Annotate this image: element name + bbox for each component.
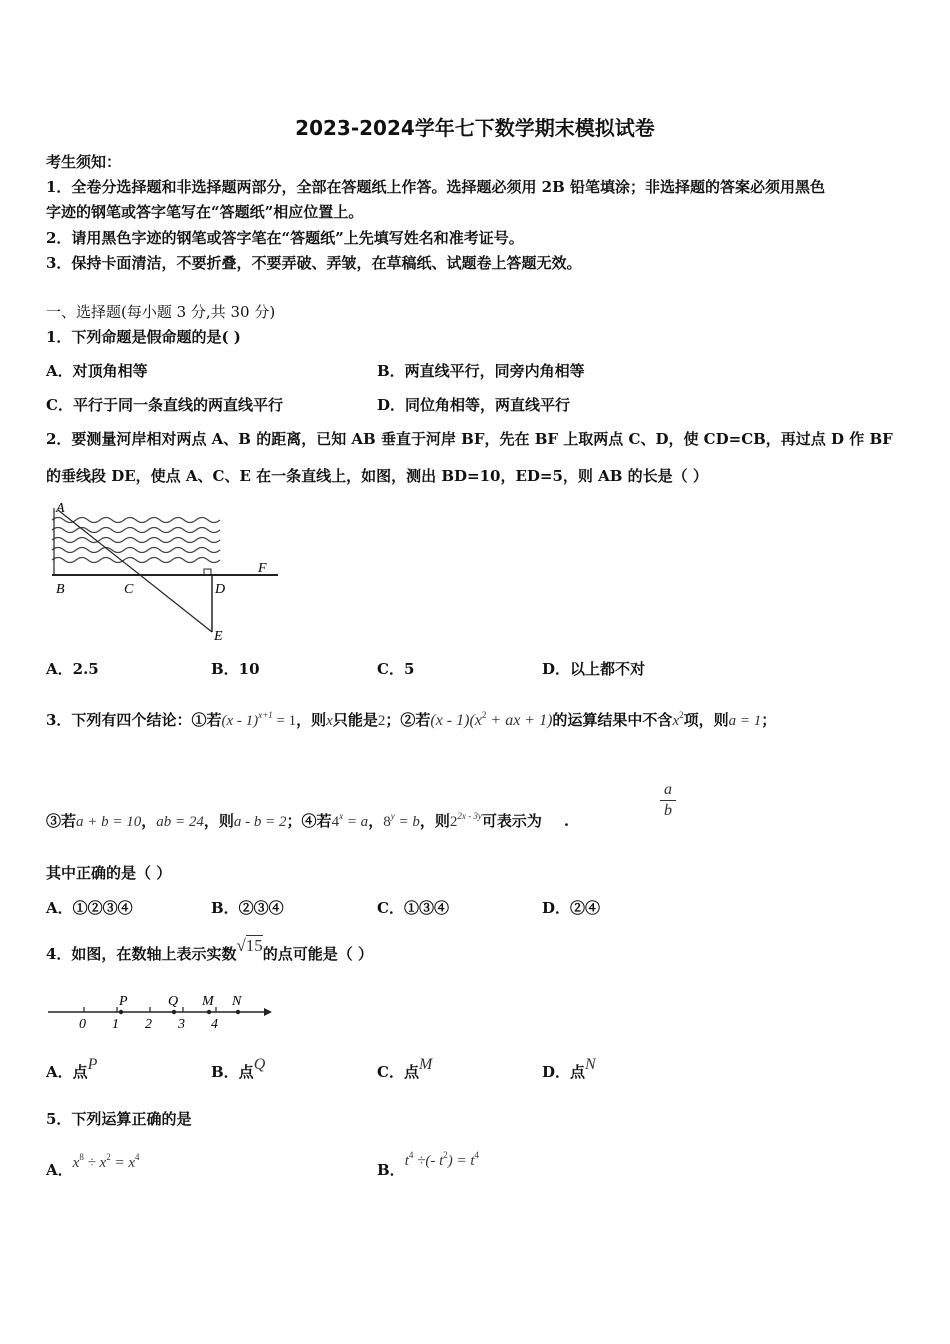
axis-arrow: [264, 1008, 272, 1016]
tick-label-4: 4: [211, 1017, 218, 1032]
q2-river-figure: [44, 498, 284, 648]
q5-option-b[interactable]: B．$t^4$ ÷(- $t^2) = t^4$: [377, 1150, 480, 1179]
q2-option-d[interactable]: D．以上都不对: [542, 660, 646, 678]
point-label-n: N: [232, 994, 242, 1009]
q5-stem: 5．下列运算正确的是: [46, 1110, 192, 1128]
section-heading: 一、选择题(每小题 3 分,共 30 分): [46, 303, 276, 321]
point-m: [207, 1010, 211, 1014]
q2-option-c[interactable]: C．5: [377, 660, 415, 678]
q4-option-d[interactable]: D．点N: [542, 1056, 596, 1081]
label-e: E: [214, 629, 223, 644]
tick-label-3: 3: [178, 1017, 185, 1032]
notice-item-2: 2．请用黑色字迹的钢笔或答字笔在“答题纸”上先填写姓名和准考证号。: [46, 229, 524, 247]
q4-stem: 4．如图，在数轴上表示实数√15的点可能是（ ）: [46, 936, 374, 963]
q3-option-c[interactable]: C．①③④: [377, 899, 449, 917]
q3-stem-row2: ③若a + b = 10，ab = 24，则a - b = 2；④若$4^x = a$，$8^y = b$，则$2^{2x - 3y}$可表示为 .: [46, 811, 570, 830]
q2-option-a[interactable]: A．2.5: [46, 660, 99, 678]
q3-option-b[interactable]: B．②③④: [211, 899, 284, 917]
notice-item-1: 1．全卷分选择题和非选择题两部分，全部在答题纸上作答。选择题必须用 2B 铅笔填涂；非选择题的答案必须用黑色: [46, 178, 826, 196]
point-label-q: Q: [168, 994, 179, 1009]
q1-stem: 1．下列命题是假命题的是( ): [46, 328, 241, 346]
tick-label-1: 1: [112, 1017, 119, 1032]
q1-option-b[interactable]: B．两直线平行，同旁内角相等: [377, 362, 585, 380]
fraction-denominator: b: [664, 802, 672, 819]
label-a: A: [56, 501, 65, 516]
point-label-m: M: [202, 994, 214, 1009]
label-b: B: [56, 582, 65, 597]
point-label-p: P: [119, 994, 128, 1009]
q2-stem-line2: 的垂线段 DE，使点 A、C、E 在一条直线上，如图，测出 BD=10，ED=5，则 AB 的长是（ ）: [46, 467, 708, 485]
tick-label-2: 2: [145, 1017, 152, 1032]
point-p: [119, 1010, 123, 1014]
label-c: C: [124, 582, 134, 597]
q5-option-a[interactable]: A．$x^8 \div x^2 = x^4$: [46, 1152, 140, 1179]
fraction-numerator: a: [664, 781, 672, 798]
sqrt-symbol: √: [236, 936, 246, 955]
label-d: D: [215, 582, 226, 597]
q4-option-a[interactable]: A．点P: [46, 1056, 98, 1081]
river-waves: [52, 518, 220, 563]
q2-stem-line1: 2．要测量河岸相对两点 A、B 的距离，已知 AB 垂直于河岸 BF，先在 BF 上取两点 C、D，使 CD=CB，再过点 D 作 BF: [46, 430, 893, 448]
q4-option-c[interactable]: C．点M: [377, 1056, 433, 1081]
q1-option-c[interactable]: C．平行于同一条直线的两直线平行: [46, 396, 283, 414]
q1-option-a[interactable]: A．对顶角相等: [46, 362, 148, 380]
q3-stem-row1: 3．下列有四个结论：①若(x - 1)$^{x+1}$ = 1，则x只能是2；②若$(x - 1)(x^2$ + ax + 1)的运算结果中不含$x^2$项，则a = 1；: [46, 710, 777, 729]
page-title: 2023-2024学年七下数学期末模拟试卷: [295, 116, 655, 140]
point-q: [172, 1010, 176, 1014]
fraction-a-over-b: [660, 781, 676, 820]
line-ae: [58, 510, 212, 632]
point-n: [236, 1010, 240, 1014]
q4-number-line: [44, 990, 284, 1035]
sqrt-radicand: 15: [245, 936, 263, 955]
tick-label-0: 0: [79, 1017, 86, 1032]
q2-option-b[interactable]: B．10: [211, 660, 260, 678]
q3-option-a[interactable]: A．①②③④: [46, 899, 133, 917]
q3-option-d[interactable]: D．②④: [542, 899, 601, 917]
q4-option-b[interactable]: B．点Q: [211, 1056, 266, 1081]
notice-heading: 考生须知：: [46, 153, 122, 171]
label-f: F: [258, 561, 267, 576]
notice-item-1-cont: 字迹的钢笔或答字笔写在“答题纸”相应位置上。: [46, 203, 364, 221]
q3-question: 其中正确的是（ ）: [46, 864, 172, 882]
notice-item-3: 3．保持卡面清洁，不要折叠，不要弄破、弄皱，在草稿纸、试题卷上答题无效。: [46, 254, 582, 272]
q1-option-d[interactable]: D．同位角相等，两直线平行: [377, 396, 571, 414]
